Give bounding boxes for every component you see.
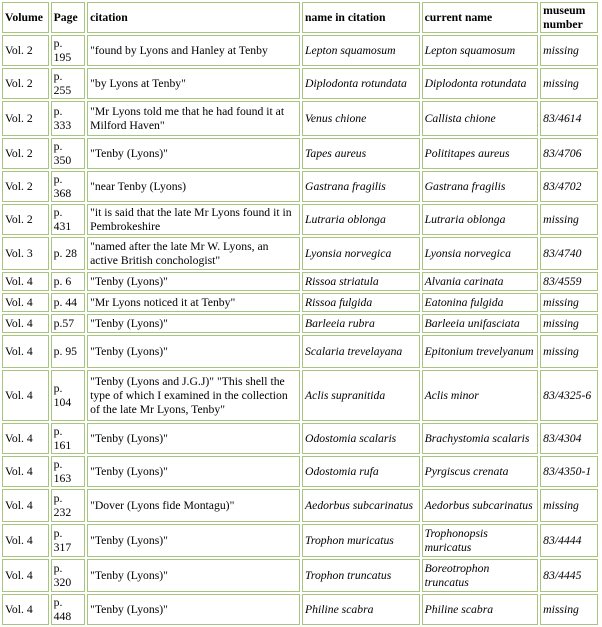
cell-page: p. 104 [51,370,85,421]
cell-page: p. 44 [51,293,85,312]
cell-citation: "Tenby (Lyons)" [87,272,300,291]
cell-page: p. 95 [51,335,85,368]
cell-page: p. 317 [51,524,85,557]
cell-volume: Vol. 2 [2,68,49,99]
cell-citation: "Tenby (Lyons and J.G.J)" "This shell the type of which I examined in the collection of the late Mr Lyons, Tenby" [87,370,300,421]
cell-page: p. 320 [51,559,85,592]
cell-museum-number: 83/4444 [540,524,598,557]
table-row [2,370,598,421]
cell-museum-number: missing [540,594,598,625]
cell-citation: "Tenby (Lyons)" [87,594,300,625]
cell-volume: Vol. 4 [2,456,49,487]
cell-name-in-citation: Diplodonta rotundata [302,68,420,99]
cell-current-name: Polititapes aureus [422,138,539,169]
header-citation: citation [87,2,300,33]
cell-name-in-citation: Odostomia rufa [302,456,420,487]
cell-citation: "Tenby (Lyons)" [87,559,300,592]
cell-volume: Vol. 2 [2,101,49,136]
cell-museum-number: missing [540,489,598,522]
cell-current-name: Pyrgiscus crenata [422,456,539,487]
cell-citation: "Tenby (Lyons)" [87,423,300,454]
cell-museum-number: 83/4445 [540,559,598,592]
cell-current-name: Callista chione [422,101,539,136]
cell-page: p. 232 [51,489,85,522]
cell-page: p. 195 [51,35,85,66]
header-page: Page [51,2,85,33]
cell-citation: "named after the late Mr W. Lyons, an active British conchologist" [87,237,300,270]
cell-page: p. 448 [51,594,85,625]
cell-citation: "Tenby (Lyons)" [87,314,300,333]
header-current-name: current name [422,2,539,33]
cell-name-in-citation: Philine scabra [302,594,420,625]
cell-current-name: Lyonsia norvegica [422,237,539,270]
cell-page: p. 163 [51,456,85,487]
cell-current-name: Boreotrophon truncatus [422,559,539,592]
cell-page: p.57 [51,314,85,333]
cell-name-in-citation: Aclis supranitida [302,370,420,421]
cell-citation: "it is said that the late Mr Lyons found it in Pembrokeshire [87,204,300,235]
cell-page: p. 28 [51,237,85,270]
table-row [2,171,598,202]
cell-volume: Vol. 4 [2,524,49,557]
cell-page: p. 431 [51,204,85,235]
cell-citation: "Mr Lyons noticed it at Tenby" [87,293,300,312]
cell-page: p. 368 [51,171,85,202]
cell-volume: Vol. 4 [2,423,49,454]
cell-volume: Vol. 2 [2,138,49,169]
cell-volume: Vol. 2 [2,171,49,202]
cell-page: p. 255 [51,68,85,99]
cell-museum-number: 83/4706 [540,138,598,169]
cell-page: p. 161 [51,423,85,454]
table-row [2,68,598,99]
cell-current-name: Epitonium trevelyanum [422,335,539,368]
cell-volume: Vol. 4 [2,594,49,625]
table-row [2,335,598,368]
header-museum-number: museum number [540,2,598,33]
cell-current-name: Alvania carinata [422,272,539,291]
cell-volume: Vol. 4 [2,370,49,421]
cell-name-in-citation: Trophon truncatus [302,559,420,592]
header-name-in-citation: name in citation [302,2,420,33]
cell-museum-number: missing [540,335,598,368]
cell-name-in-citation: Lutraria oblonga [302,204,420,235]
cell-museum-number: 83/4350-1 [540,456,598,487]
cell-museum-number: 83/4702 [540,171,598,202]
cell-current-name: Lutraria oblonga [422,204,539,235]
cell-name-in-citation: Tapes aureus [302,138,420,169]
cell-current-name: Brachystomia scalaris [422,423,539,454]
cell-citation: "near Tenby (Lyons) [87,171,300,202]
table-row [2,423,598,454]
cell-museum-number: missing [540,293,598,312]
cell-name-in-citation: Aedorbus subcarinatus [302,489,420,522]
cell-volume: Vol. 4 [2,293,49,312]
cell-museum-number: 83/4614 [540,101,598,136]
header-volume: Volume [2,2,49,33]
table-row [2,456,598,487]
cell-volume: Vol. 3 [2,237,49,270]
cell-museum-number: 83/4740 [540,237,598,270]
cell-current-name: Lepton squamosum [422,35,539,66]
cell-volume: Vol. 4 [2,489,49,522]
header-row [2,2,598,33]
table-row [2,237,598,270]
cell-current-name: Eatonina fulgida [422,293,539,312]
cell-museum-number: 83/4325-6 [540,370,598,421]
cell-volume: Vol. 2 [2,204,49,235]
cell-name-in-citation: Lyonsia norvegica [302,237,420,270]
table-row [2,594,598,625]
cell-museum-number: missing [540,204,598,235]
cell-name-in-citation: Venus chione [302,101,420,136]
cell-citation: "found by Lyons and Hanley at Tenby [87,35,300,66]
cell-volume: Vol. 4 [2,314,49,333]
table-row [2,524,598,557]
cell-current-name: Philine scabra [422,594,539,625]
cell-volume: Vol. 4 [2,559,49,592]
cell-volume: Vol. 4 [2,335,49,368]
cell-current-name: Gastrana fragilis [422,171,539,202]
cell-citation: "Tenby (Lyons)" [87,456,300,487]
cell-name-in-citation: Odostomia scalaris [302,423,420,454]
table-body [2,35,598,625]
cell-current-name: Diplodonta rotundata [422,68,539,99]
cell-name-in-citation: Lepton squamosum [302,35,420,66]
cell-name-in-citation: Barleeia rubra [302,314,420,333]
table-row [2,314,598,333]
table-row [2,272,598,291]
cell-name-in-citation: Gastrana fragilis [302,171,420,202]
cell-name-in-citation: Trophon muricatus [302,524,420,557]
cell-name-in-citation: Rissoa striatula [302,272,420,291]
table-row [2,204,598,235]
cell-citation: "Tenby (Lyons)" [87,335,300,368]
cell-page: p. 333 [51,101,85,136]
cell-current-name: Trophonopsis muricatus [422,524,539,557]
cell-museum-number: missing [540,68,598,99]
table-row [2,489,598,522]
cell-current-name: Aclis minor [422,370,539,421]
cell-citation: "by Lyons at Tenby" [87,68,300,99]
cell-page: p. 6 [51,272,85,291]
cell-citation: "Tenby (Lyons)" [87,524,300,557]
cell-volume: Vol. 2 [2,35,49,66]
cell-page: p. 350 [51,138,85,169]
cell-museum-number: missing [540,314,598,333]
cell-volume: Vol. 4 [2,272,49,291]
cell-current-name: Barleeia unifasciata [422,314,539,333]
cell-citation: "Mr Lyons told me that he had found it at Milford Haven" [87,101,300,136]
table-row [2,138,598,169]
table-row [2,35,598,66]
table-row [2,293,598,312]
cell-museum-number: missing [540,35,598,66]
cell-museum-number: 83/4559 [540,272,598,291]
table-row [2,101,598,136]
cell-museum-number: 83/4304 [540,423,598,454]
cell-citation: "Tenby (Lyons)" [87,138,300,169]
cell-citation: "Dover (Lyons fide Montagu)" [87,489,300,522]
table-row [2,559,598,592]
cell-name-in-citation: Rissoa fulgida [302,293,420,312]
cell-name-in-citation: Scalaria trevelayana [302,335,420,368]
cell-current-name: Aedorbus subcarinatus [422,489,539,522]
